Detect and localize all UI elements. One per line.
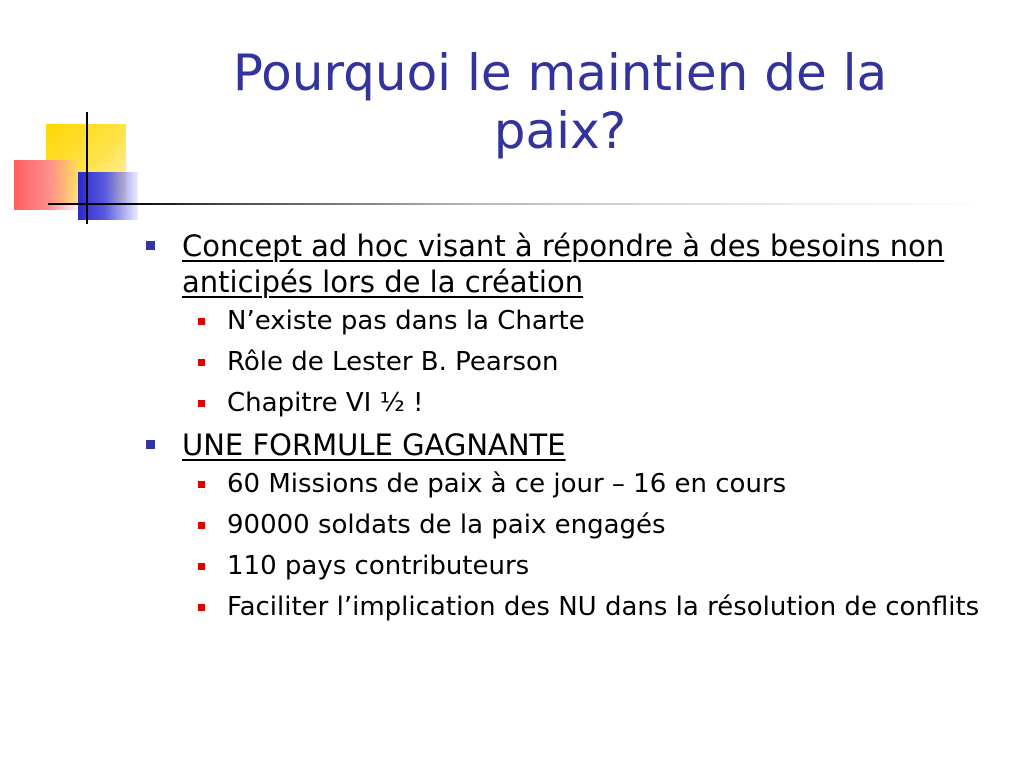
square-bullet-icon	[198, 400, 205, 407]
list-item	[142, 304, 992, 338]
list-item	[142, 386, 992, 420]
list-item-text: Faciliter l’implication des NU dans la résolution de conflits	[227, 592, 980, 622]
list-item	[142, 549, 992, 583]
title-divider-line	[48, 203, 994, 205]
logo-vertical-line	[86, 112, 88, 224]
list-item	[142, 467, 992, 501]
list-item-text: 60 Missions de paix à ce jour – 16 en cours	[227, 469, 787, 499]
section-heading	[142, 427, 992, 463]
section-heading-text: UNE FORMULE GAGNANTE	[182, 428, 566, 462]
square-bullet-icon	[198, 563, 205, 570]
square-bullet-icon	[198, 522, 205, 529]
list-item	[142, 590, 992, 624]
square-bullet-icon	[198, 481, 205, 488]
slide-title: Pourquoi le maintien de la paix?	[232, 44, 888, 160]
square-bullet-icon	[198, 604, 205, 611]
square-bullet-icon	[146, 241, 155, 250]
square-bullet-icon	[146, 440, 155, 449]
list-item-text: Chapitre VI ½ !	[227, 388, 424, 418]
sub-bullet-list	[142, 467, 992, 624]
list-item-text: Rôle de Lester B. Pearson	[227, 347, 559, 377]
sub-bullet-list	[142, 304, 992, 420]
slide-content	[142, 228, 992, 631]
list-item	[142, 508, 992, 542]
list-item	[142, 345, 992, 379]
section-heading	[142, 228, 992, 300]
square-bullet-icon	[198, 359, 205, 366]
list-item-text: N’existe pas dans la Charte	[227, 306, 585, 336]
list-item-text: 110 pays contributeurs	[227, 551, 530, 581]
section-heading-text: Concept ad hoc visant à répondre à des besoins non anticipés lors de la création	[182, 229, 945, 299]
list-item-text: 90000 soldats de la paix engagés	[227, 510, 666, 540]
square-bullet-icon	[198, 318, 205, 325]
